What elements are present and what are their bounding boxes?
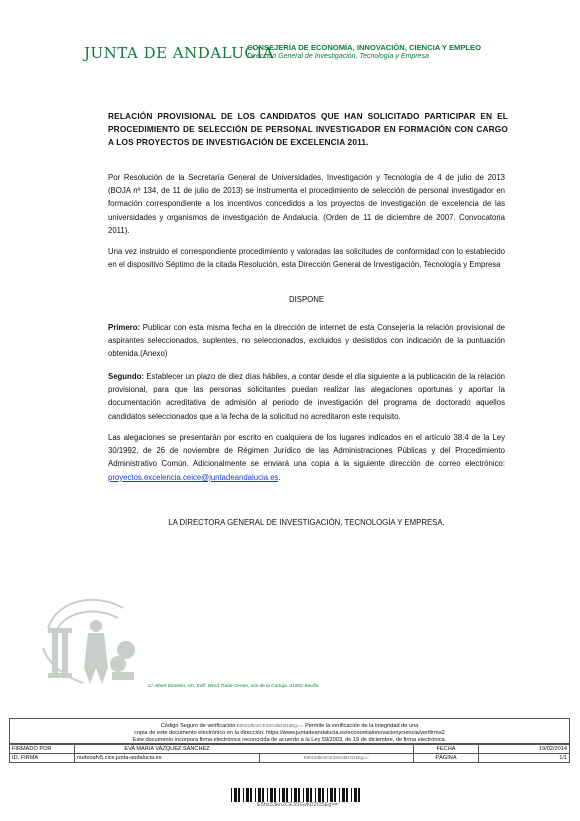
verification-label: Código Seguro de verificación: [160, 723, 237, 729]
paragraph-segundo [108, 370, 505, 423]
firmado-spacer [259, 745, 414, 754]
pagina-label: PÁGINA [414, 754, 479, 763]
barcode-bar [274, 788, 276, 802]
segundo-label: Segundo: [108, 372, 144, 381]
barcode-bar [339, 788, 340, 802]
verification-line-1-end: . Permite la verificación de la integridad de una [301, 723, 419, 729]
barcode-bar [270, 788, 273, 802]
id-firma-label: ID. FIRMA [10, 754, 75, 763]
barcode-bar [334, 788, 336, 802]
barcode-bar [258, 788, 261, 802]
barcode-bar [303, 788, 304, 802]
barcode-bar [354, 788, 357, 802]
barcode-bar [234, 788, 237, 802]
junta-logo: JUNTA DE ANDALUCIA [84, 44, 275, 62]
firmado-label: FIRMADO POR [10, 745, 75, 754]
barcode-bar [322, 788, 324, 802]
paragraph-instruido: Una vez instruido el correspondiente procedimiento y valoradas las solicitudes de conformidad con lo establecido en el dispositivo Séptimo de la citada Resolución, esta Dirección General de Investigación, Tecnología y Empresa [108, 247, 505, 270]
barcode-bar [342, 788, 345, 802]
id-firma-code-text: E5hz33kn2CE3SGvkD2t15Eg== [303, 755, 369, 760]
barcode-bar [310, 788, 312, 802]
barcode-bar [315, 788, 316, 802]
barcode-bar [291, 788, 292, 802]
consejeria-heading: CONSEJERÍA DE ECONOMÍA, INNOVACIÓN, CIENCIA Y EMPLEO [247, 43, 482, 52]
barcode-bar [286, 788, 288, 802]
table-row [10, 754, 570, 763]
alegaciones-end: . [278, 472, 281, 482]
barcode-bar [282, 788, 285, 802]
barcode-bar [250, 788, 252, 802]
paragraph-primero [108, 321, 505, 361]
verification-line-3: Este documento incorpora firma electrónica reconocida de acuerdo a la Ley 59/2003, de 19 de diciembre, de firma electrónica. [132, 737, 447, 743]
paragraph-alegaciones [108, 431, 505, 484]
barcode-icon [231, 788, 364, 802]
primero-label: Primero: [108, 323, 141, 332]
barcode-bar [279, 788, 280, 802]
address-footer: C/ Albert Einstein, s/n, Edif. Word Trade Center, Isla de la Cartuja. 41092-Sevilla [148, 684, 319, 689]
verification-line-1 [10, 722, 569, 730]
document-title: RELACIÓN PROVISIONAL DE LOS CANDIDATOS QUE HAN SOLICITADO PARTICIPAR EN EL PROCEDIMIENTO DE SELECCIÓN DE PERSONAL INVESTIGADOR EN FORMACIÓN CON CARGO A LOS PROYECTOS DE INVESTIGACIÓN DE EXCELENCIA 2011. [108, 111, 508, 147]
table-row [10, 745, 570, 754]
fecha-label: FECHA [414, 745, 479, 754]
barcode-bar [327, 788, 328, 802]
alegaciones-text: Las alegaciones se presentarán por escrito en cualquiera de los lugares indicados en el artículo 38.4 de la Ley 30/1992, de 26 de noviembre de Régimen Jurídico de las Administraciones Públicas y del Procedimiento Administrativo Común. Adicionalmente se enviará una copia a la siguiente dirección de correo electrónico: [108, 433, 505, 469]
barcode-bar [231, 788, 232, 802]
id-firma-code [259, 754, 414, 763]
barcode-text: E5hz33kn2CE3SGvkD2t15Eg== [257, 802, 338, 808]
fecha-value: 19/02/2014 [479, 745, 570, 754]
barcode-bar [298, 788, 300, 802]
id-firma-value: nudeoafv5.cice.junta-andalucia.es [75, 754, 260, 763]
dispone-heading: DISPONE [288, 295, 325, 304]
barcode-bar [238, 788, 240, 802]
pagina-value: 1/1 [479, 754, 570, 763]
signature-table [9, 744, 570, 763]
barcode-bar [262, 788, 264, 802]
barcode-bar [330, 788, 333, 802]
barcode-bar [255, 788, 256, 802]
barcode-bar [267, 788, 268, 802]
barcode-bar [294, 788, 297, 802]
verification-box [9, 718, 570, 744]
barcode-bar [246, 788, 249, 802]
verification-code: E5hz33kn2CE3SGvkD2t15Eg== [236, 723, 302, 728]
andalucia-emblem-icon [38, 588, 148, 688]
barcode-bar [243, 788, 244, 802]
paragraph-resolucion: Por Resolución de la Secretaría General de Universidades, Investigación y Tecnología de 4 de julio de 2013 (BOJA nº 134, de 11 de julio de 2013) se instrumenta el procedimiento de selección de personal investigador en formación correspondiente a los incentivos concedidos a los proyectos de investigación de excelencia de las universidades y organismos de investigación de Andalucía. (Orden de 11 de diciembre de 2007. Convocatoria 2011). [108, 173, 505, 235]
barcode-bar [351, 788, 352, 802]
email-link[interactable]: proyectos.excelencia.ceice@juntadeandalucia.es [108, 472, 279, 482]
barcode-bar [358, 788, 360, 802]
signature-line: LA DIRECTORA GENERAL DE INVESTIGACIÓN, TECNOLOGÍA Y EMPRESA. [168, 518, 445, 527]
barcode-bar [306, 788, 309, 802]
primero-text: Publicar con esta misma fecha en la dirección de internet de esta Consejería la relación provisional de aspirantes seleccionados, suplentes, no seleccionados, excluidos y desistidos con indicación de la puntuación obtenida.(Anexo) [108, 323, 505, 359]
segundo-text: Establecer un plazo de diez días hábiles, a contar desde el día siguiente a la publicación de la relación provisional, para que las personas solicitantes puedan realizar las alegaciones oportunas y aportar la documentación acreditativa de admisión al periodo de investigación del programa de doctorado aquellos candidatos seleccionados que a la fecha de la solicitud no acreditaron este requisito. [108, 372, 505, 421]
barcode-bar [346, 788, 348, 802]
verification-line-2: copia de este documento electrónico en la dirección: https://www.juntadeandalucia.es/economiainnovacionyciencia/verifirma2 [134, 730, 445, 736]
direccion-heading: Dirección General de Investigación, Tecnología y Empresa [247, 53, 429, 60]
firmado-value: EVA MARIA VAZQUEZ SANCHEZ [75, 745, 260, 754]
barcode-bar [318, 788, 321, 802]
